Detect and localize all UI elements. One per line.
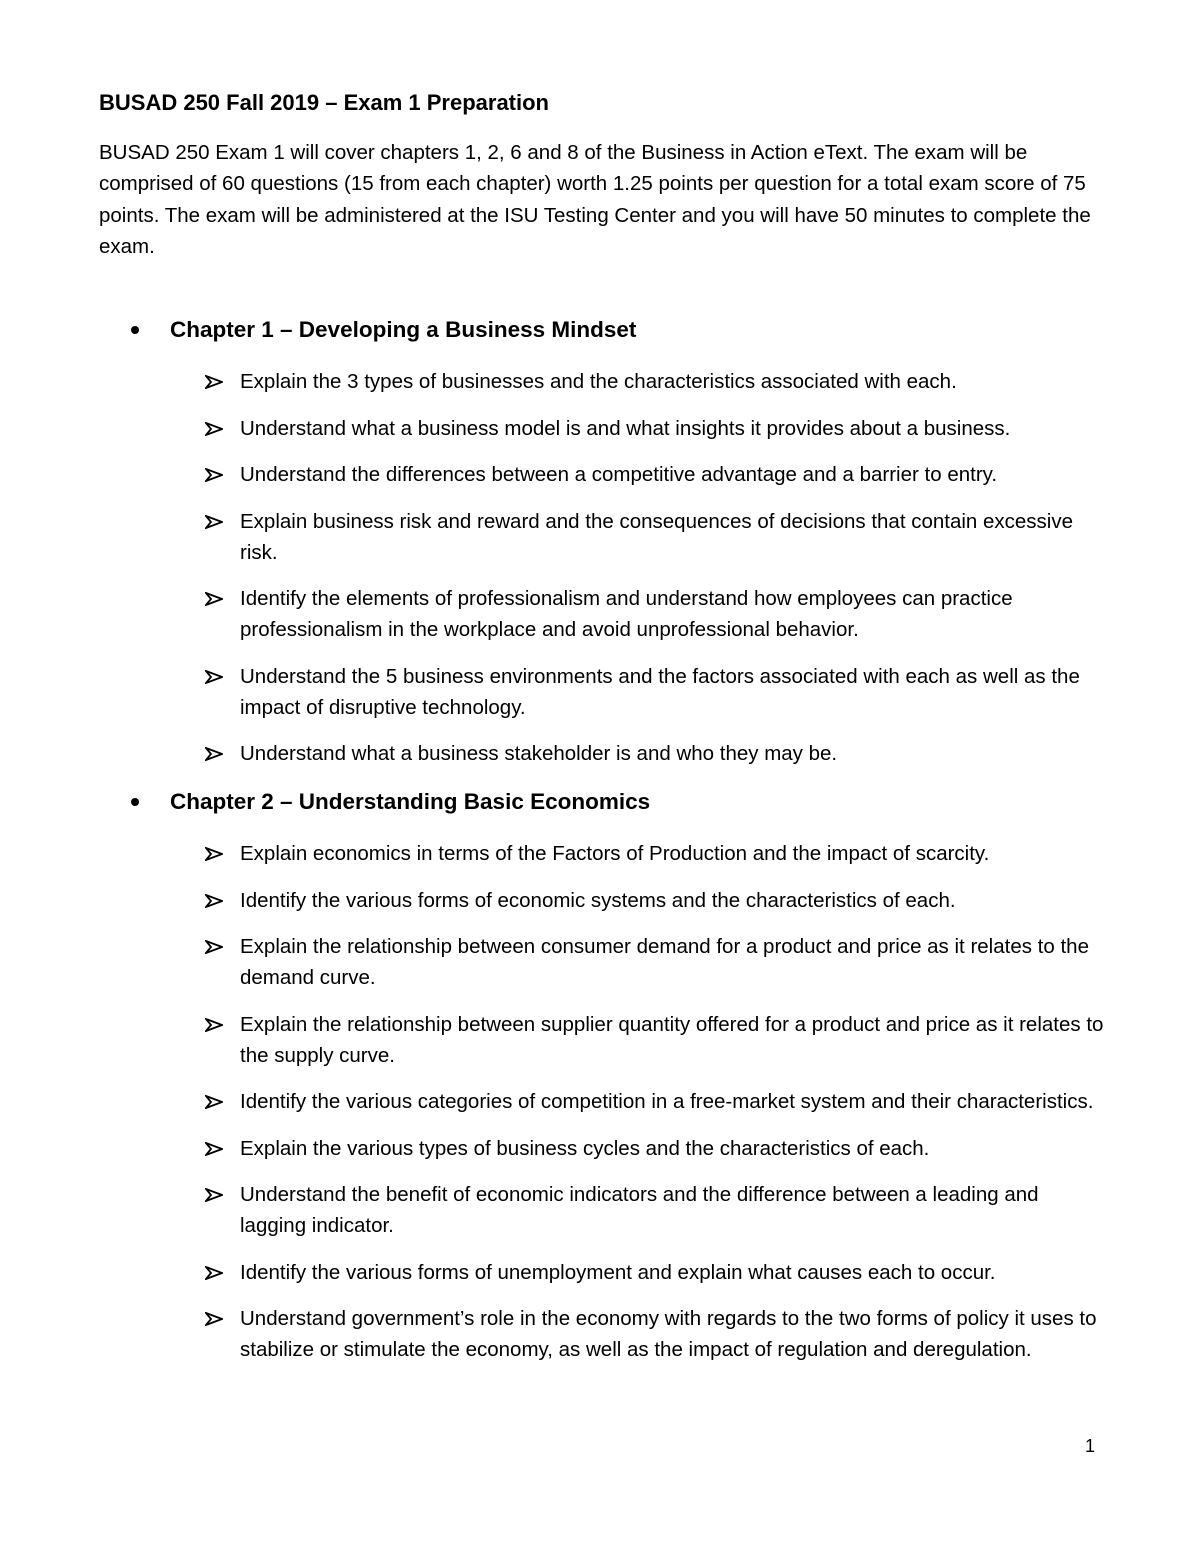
list-item bbox=[0, 1179, 1110, 1241]
list-item bbox=[0, 738, 1110, 769]
arrow-bullet-icon bbox=[205, 1312, 223, 1326]
objective-text: Explain the relationship between supplier quantity offered for a product and price as it relates to the supply curve. bbox=[240, 1012, 1104, 1067]
list-item bbox=[0, 931, 1110, 993]
intro-paragraph: BUSAD 250 Exam 1 will cover chapters 1, 2, 6 and 8 of the Business in Action eText. The exam will be comprised of 60 questions (15 from each chapter) worth 1.25 points per question for a total exam score of 75 points. The exam will be administered at the ISU Testing Center and you will have 50 minutes to complete the exam. bbox=[99, 141, 1091, 258]
objective-text: Understand the differences between a competitive advantage and a barrier to entry. bbox=[240, 463, 998, 486]
objective-text: Explain the various types of business cycles and the characteristics of each. bbox=[240, 1136, 930, 1160]
objective-list bbox=[0, 838, 1200, 1381]
arrow-bullet-icon bbox=[205, 747, 223, 761]
document-title: BUSAD 250 Fall 2019 – Exam 1 Preparation bbox=[99, 90, 549, 115]
arrow-bullet-icon bbox=[205, 1018, 223, 1032]
arrow-bullet-icon bbox=[205, 1095, 223, 1109]
bullet-dot-icon bbox=[131, 326, 139, 334]
objective-text: Identify the various forms of unemployment and explain what causes each to occur. bbox=[240, 1260, 996, 1284]
objective-text: Explain the 3 types of businesses and the characteristics associated with each. bbox=[240, 370, 957, 393]
list-item bbox=[0, 1257, 1110, 1288]
arrow-bullet-icon bbox=[205, 592, 223, 606]
objective-text: Identify the various categories of competition in a free-market system and their characteristics. bbox=[240, 1090, 1094, 1113]
list-item bbox=[0, 1303, 1110, 1365]
list-item bbox=[0, 583, 1110, 645]
objective-text: Understand government’s role in the economy with regards to the two forms of policy it uses to stabilize or stimulate the economy, as well as the impact of regulation and deregulation. bbox=[240, 1307, 1097, 1361]
objective-text: Explain the relationship between consumer demand for a product and price as it relates to the demand curve. bbox=[240, 935, 1089, 989]
list-item bbox=[0, 838, 1110, 869]
objective-text: Understand the 5 business environments and the factors associated with each as well as the impact of disruptive technology. bbox=[240, 664, 1080, 719]
arrow-bullet-icon bbox=[205, 670, 223, 684]
arrow-bullet-icon bbox=[205, 894, 223, 908]
bullet-dot-icon bbox=[131, 798, 139, 806]
objective-text: Understand the benefit of economic indicators and the difference between a leading and lagging indicator. bbox=[240, 1183, 1039, 1237]
arrow-bullet-icon bbox=[205, 375, 223, 389]
arrow-bullet-icon bbox=[205, 468, 223, 482]
list-item bbox=[0, 1009, 1110, 1071]
arrow-bullet-icon bbox=[205, 847, 223, 861]
list-item bbox=[0, 459, 1110, 490]
objective-text: Explain economics in terms of the Factors of Production and the impact of scarcity. bbox=[240, 842, 990, 865]
arrow-bullet-icon bbox=[205, 515, 223, 529]
objective-text: Explain business risk and reward and the consequences of decisions that contain excessive risk. bbox=[240, 509, 1074, 564]
objective-text: Identify the elements of professionalism and understand how employees can practice professionalism in the workplace and avoid unprofessional behavior. bbox=[240, 587, 1013, 641]
list-item bbox=[0, 885, 1110, 916]
chapter-title: Chapter 1 – Developing a Business Mindset bbox=[170, 317, 637, 342]
chapter-heading bbox=[0, 786, 1200, 820]
objective-text: Identify the various forms of economic systems and the characteristics of each. bbox=[240, 888, 956, 912]
chapter-title: Chapter 2 – Understanding Basic Economics bbox=[170, 789, 651, 814]
objective-list bbox=[0, 366, 1200, 785]
list-item bbox=[0, 506, 1110, 568]
list-item bbox=[0, 366, 1110, 397]
arrow-bullet-icon bbox=[205, 1266, 223, 1280]
objective-text: Understand what a business model is and what insights it provides about a business. bbox=[240, 416, 1011, 440]
list-item bbox=[0, 661, 1110, 723]
arrow-bullet-icon bbox=[205, 1188, 223, 1202]
page-number: 1 bbox=[1085, 1436, 1096, 1456]
list-item bbox=[0, 1086, 1110, 1117]
chapter-heading bbox=[0, 314, 1200, 348]
arrow-bullet-icon bbox=[205, 1142, 223, 1156]
arrow-bullet-icon bbox=[205, 422, 223, 436]
arrow-bullet-icon bbox=[205, 940, 223, 954]
list-item bbox=[0, 1133, 1110, 1164]
list-item bbox=[0, 413, 1110, 444]
objective-text: Understand what a business stakeholder is and who they may be. bbox=[240, 742, 838, 765]
